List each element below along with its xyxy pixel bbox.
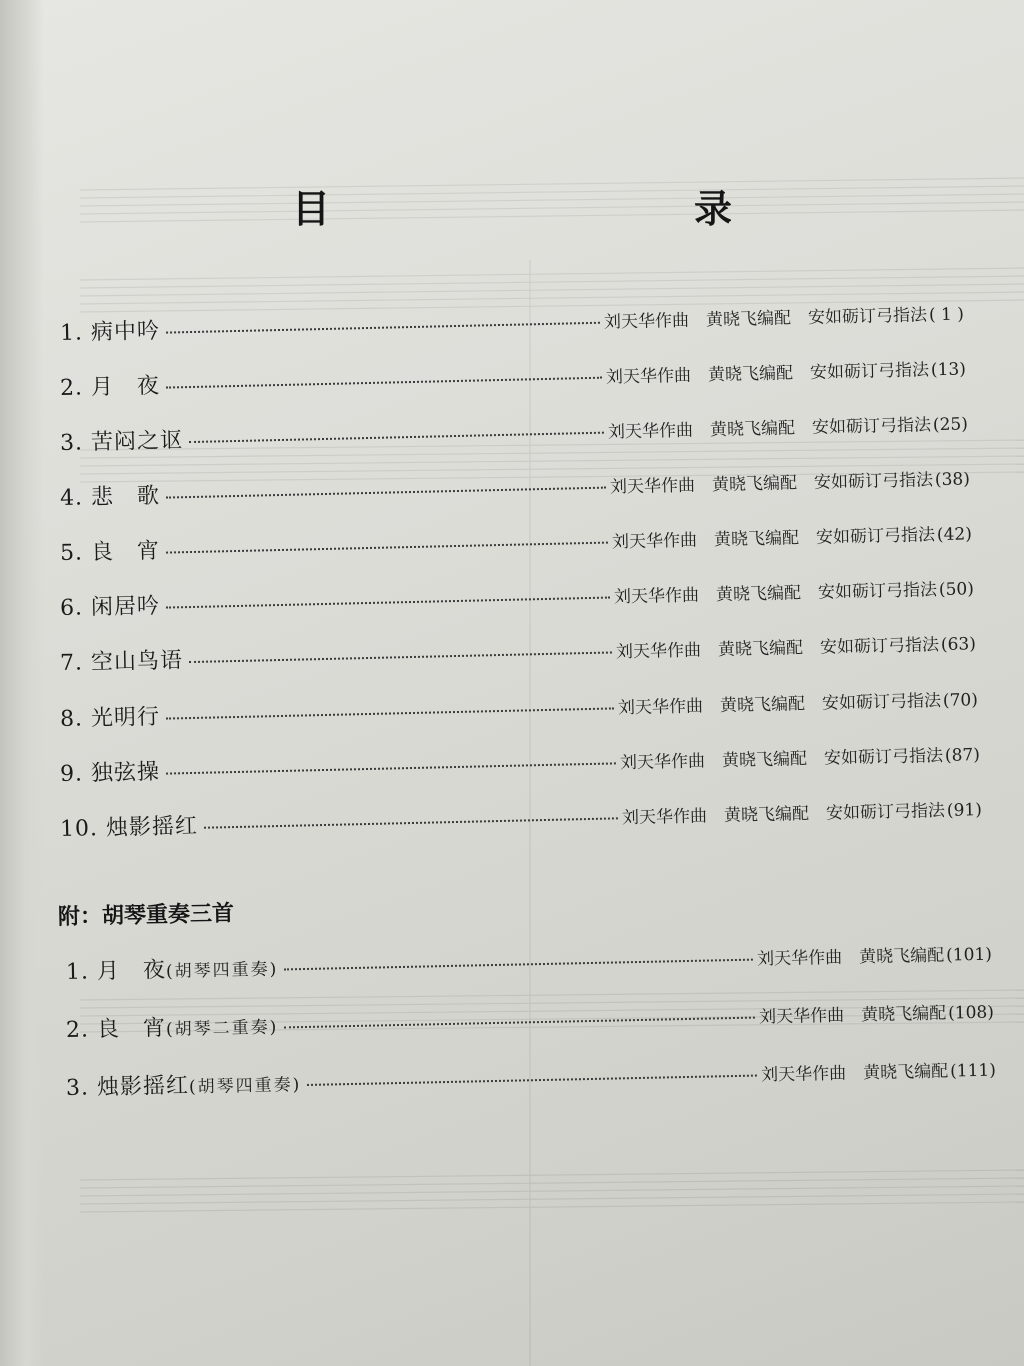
entry-page-number: (25) [932,414,969,436]
toc-entry [66,936,992,986]
dot-leader [166,322,600,334]
toc-entry [60,515,972,567]
dot-leader [166,377,602,389]
dot-leader [204,817,618,828]
dot-leader [166,597,610,609]
entry-title: 1. 月 夜 [65,957,167,985]
toc-entry [66,1052,996,1102]
entry-credits: 刘天华作曲 黄晓飞编配 安如砺订弓指法 [603,305,928,333]
entry-credits: 刘天华作曲 黄晓飞编配 安如砺订弓指法 [611,525,936,553]
entry-page-number: (50) [938,579,975,601]
dot-leader [166,762,616,774]
entry-credits: 刘天华作曲 黄晓飞编配 安如砺订弓指法 [617,691,942,719]
entry-credits: 刘天华作曲 黄晓飞编配 [760,1061,949,1086]
entry-credits: 刘天华作曲 黄晓飞编配 安如砺订弓指法 [621,800,946,829]
dot-leader [189,432,604,443]
entry-title: 1. 病中吟 [59,318,161,346]
entry-credits: 刘天华作曲 黄晓飞编配 安如砺订弓指法 [607,415,932,443]
entry-credits: 刘天华作曲 黄晓飞编配 安如砺订弓指法 [615,635,940,663]
dot-leader [166,542,608,554]
page-title: 目 录 [291,187,828,231]
entry-credits: 刘天华作曲 黄晓飞编配 安如砺订弓指法 [605,360,930,388]
toc-entry [60,460,970,512]
toc-entry [60,570,974,622]
entry-page-number: (87) [944,745,981,766]
entry-title: 5. 良 宵 [59,538,161,566]
dot-leader [166,707,614,719]
appendix-heading: 附：胡琴重奏三首 [57,901,235,930]
entry-page-number: (70) [942,690,979,711]
entry-ensemble-note: (胡琴四重奏) [188,1075,302,1098]
entry-title: 7. 空山鸟语 [59,648,184,676]
toc-entry [60,681,978,733]
entry-title: 3. 烛影摇红 [65,1073,190,1101]
entry-page-number: ( 1 ) [928,304,965,326]
entry-page-number: (42) [936,524,973,546]
toc-entry [60,295,964,347]
entry-title: 8. 光明行 [59,704,161,732]
entry-page-number: (111) [949,1060,997,1082]
entry-title: 10. 烛影摇红 [59,813,199,842]
toc-entry [66,994,994,1044]
entry-ensemble-note: (胡琴四重奏) [165,959,279,982]
entry-page-number: (91) [946,800,983,821]
entry-credits: 刘天华作曲 黄晓飞编配 安如砺订弓指法 [609,470,934,498]
entry-credits: 刘天华作曲 黄晓飞编配 [758,1003,947,1028]
entry-title: 2. 良 宵 [65,1015,167,1043]
entry-page-number: (13) [930,359,967,381]
entry-page-number: (63) [940,634,977,656]
entry-page-number: (38) [934,469,971,491]
entry-credits: 刘天华作曲 黄晓飞编配 安如砺订弓指法 [619,745,944,774]
dot-leader [307,1075,757,1086]
entry-page-number: (108) [947,1002,995,1024]
entry-title: 9. 独弦操 [59,759,161,787]
dot-leader [189,651,612,663]
dot-leader [284,959,753,971]
entry-title: 4. 悲 歌 [59,483,161,511]
toc-entry [60,625,976,677]
entry-credits: 刘天华作曲 黄晓飞编配 [756,945,945,970]
entry-credits: 刘天华作曲 黄晓飞编配 安如砺订弓指法 [613,580,938,608]
entry-title: 2. 月 夜 [59,373,161,401]
toc-entry [60,350,966,402]
entry-page-number: (101) [945,944,993,966]
toc-entry [60,405,968,457]
entry-title: 3. 苦闷之讴 [59,428,184,456]
entry-title: 6. 闲居吟 [59,593,161,621]
dot-leader [166,487,606,499]
dot-leader [284,1017,755,1029]
entry-ensemble-note: (胡琴二重奏) [165,1017,279,1040]
toc-entry [60,736,980,788]
toc-entry [60,791,982,843]
